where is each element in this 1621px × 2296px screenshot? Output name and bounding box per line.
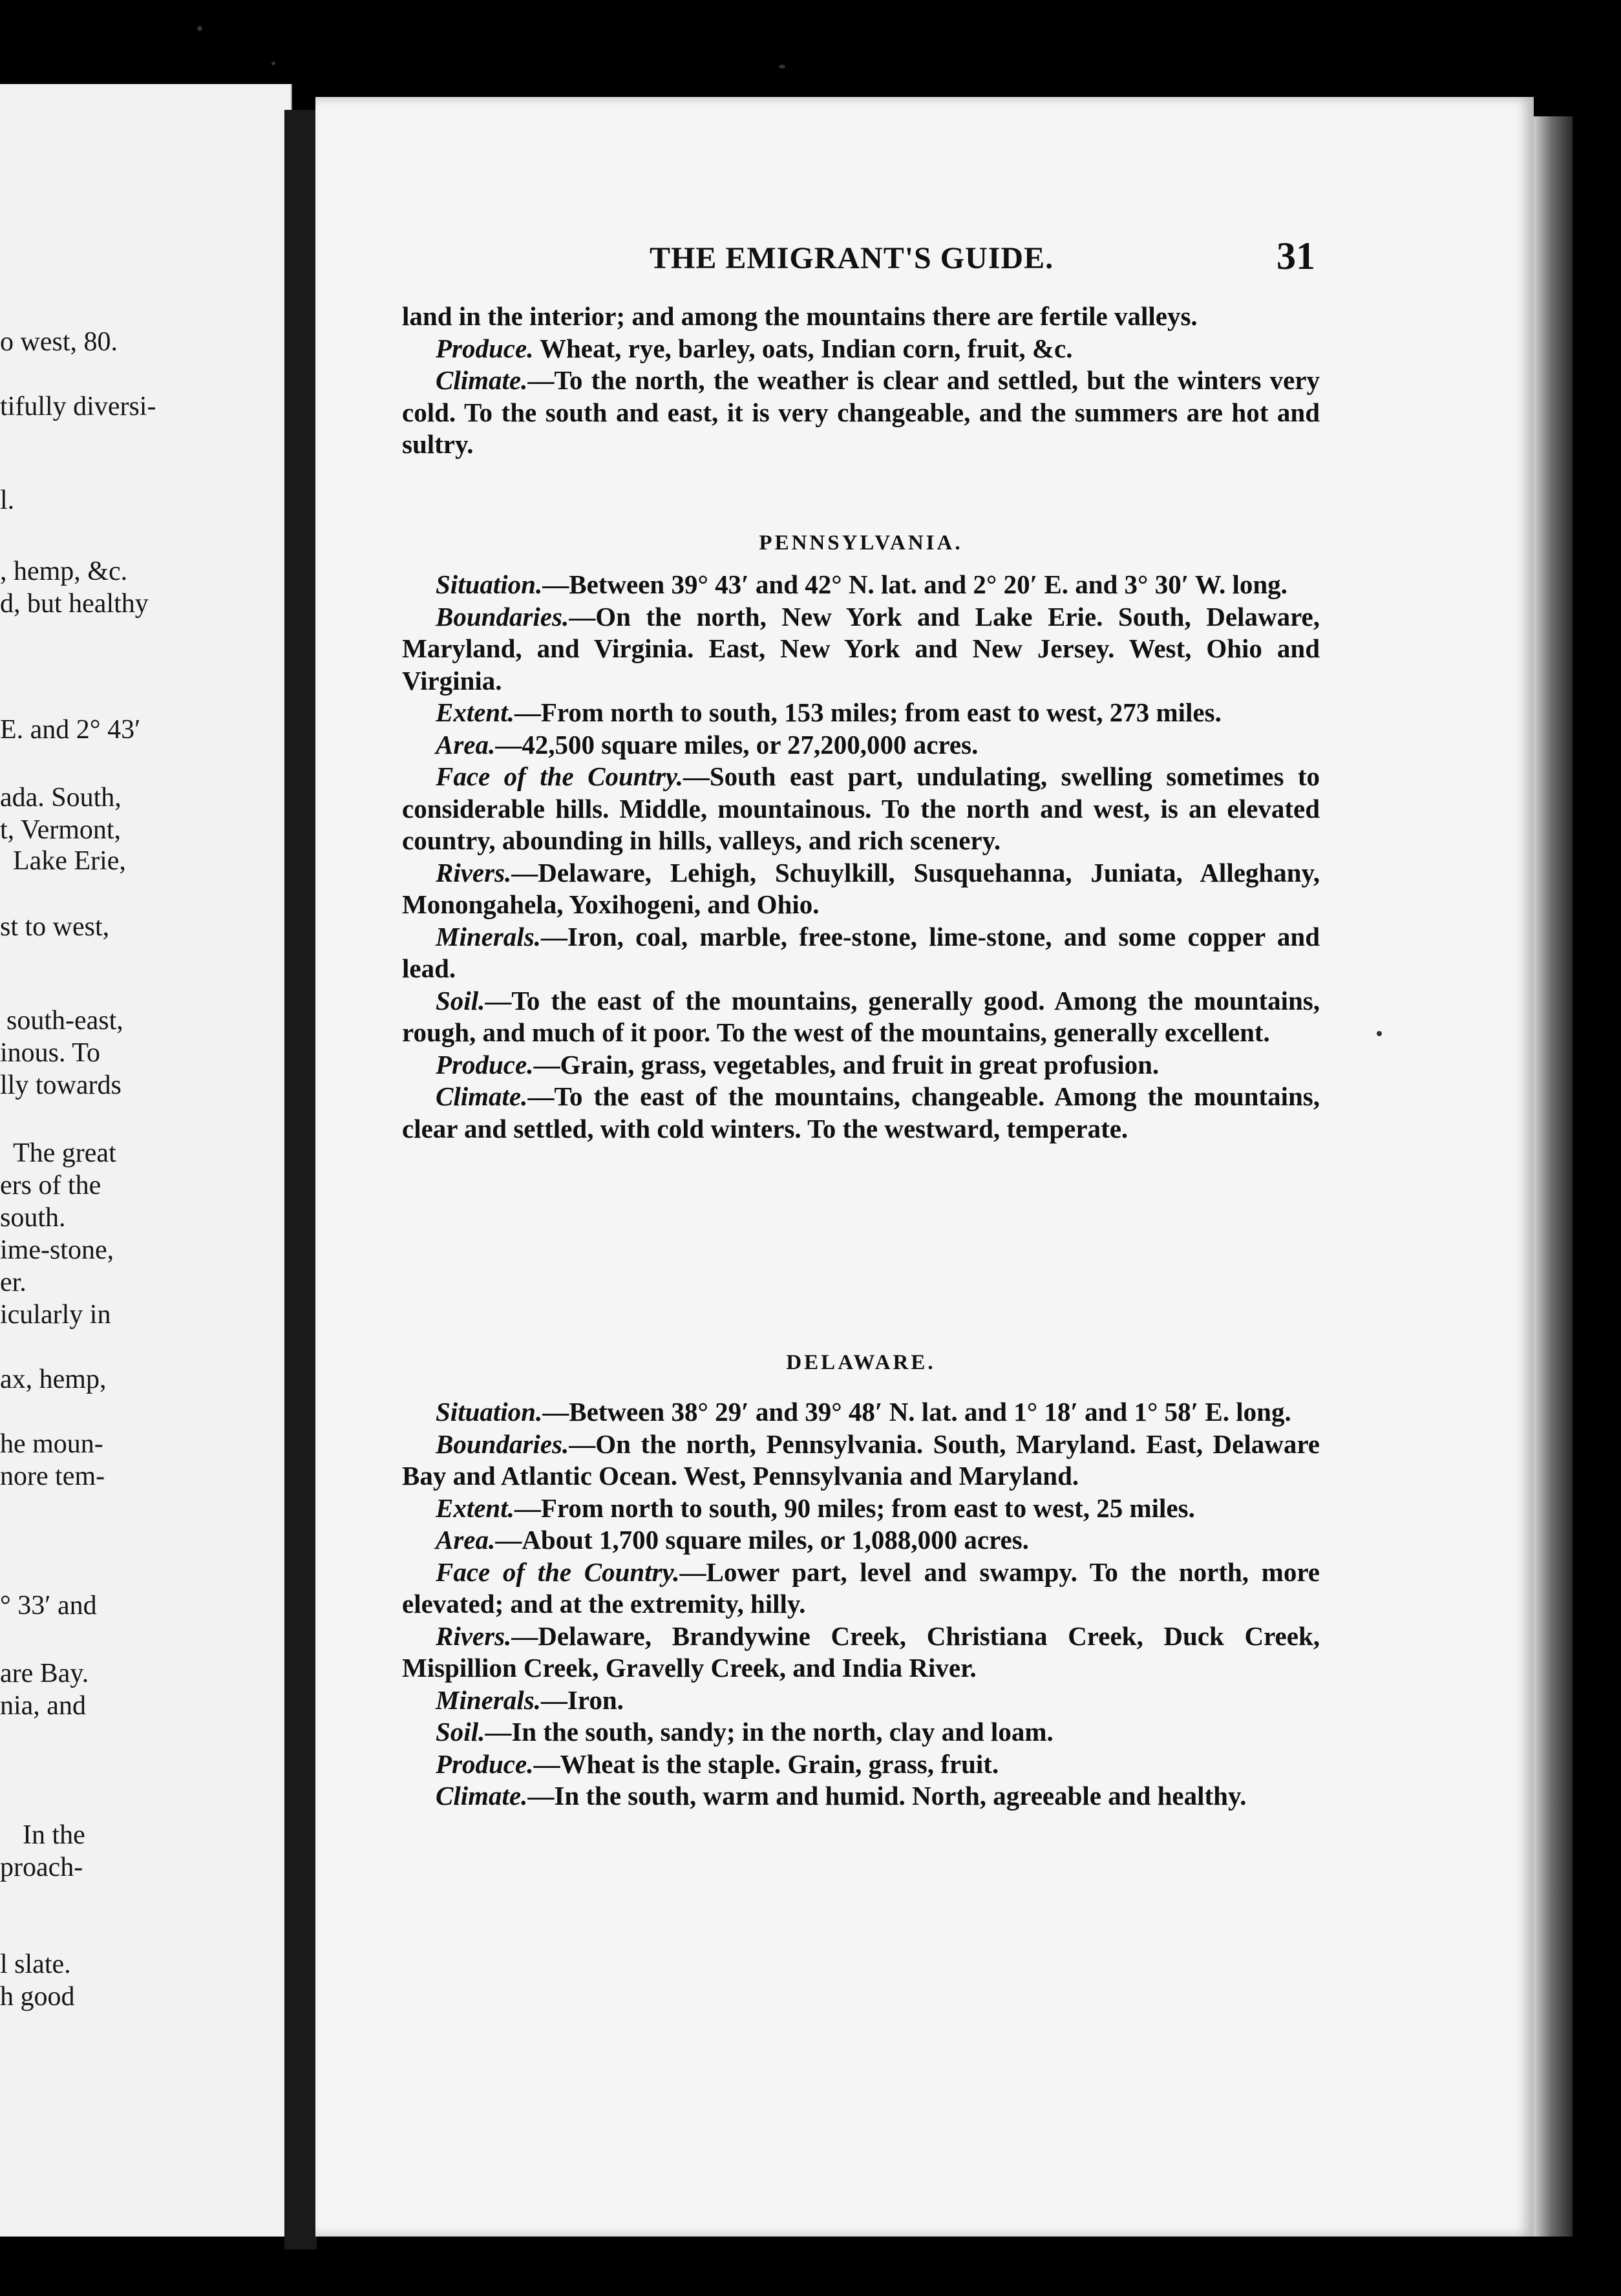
left-fragment: south-east, [6,1006,123,1036]
left-fragment: ers of the [0,1171,101,1200]
left-fragment: ° 33′ and [0,1591,97,1621]
entry-paragraph [402,1621,1320,1685]
delaware-section [402,1396,1320,1812]
entry-term: Situation. [436,1397,543,1427]
entry-text: —In the south, sandy; in the north, clay and loam. [485,1717,1054,1747]
left-fragment: ada. South, [0,783,122,813]
entry-text: —Grain, grass, vegetables, and fruit in great profusion. [533,1049,1160,1079]
entry-paragraph [402,333,1320,365]
entry-text: —Iron. [540,1685,624,1715]
left-fragment: h good [0,1982,75,2012]
entry-paragraph [402,921,1320,985]
entry-text: —To the east of the mountains, changeable. Among the mountains, clear and settled, with cold winters. To the westward, temperate. [402,1081,1320,1143]
scan-speck [197,26,202,31]
entry-text: —In the south, warm and humid. North, agreeable and healthy. [527,1781,1247,1811]
scan-speck [1377,1031,1382,1036]
entry-term: Minerals. [436,1685,541,1715]
left-fragment: nore tem- [0,1462,105,1491]
entry-paragraph [402,985,1320,1049]
entry-paragraph [402,761,1320,857]
left-fragment: ime-stone, [0,1235,114,1265]
left-fragment: lly towards [0,1070,122,1100]
entry-term: Area. [436,729,496,760]
page-number: 31 [1277,235,1315,277]
left-fragment: Lake Erie, [13,846,126,876]
page-edge [1534,116,1573,2237]
entry-paragraph [402,729,1320,761]
left-fragment: he moun- [0,1429,103,1459]
left-fragment: are Bay. [0,1659,89,1688]
entry-text: —Delaware, Lehigh, Schuylkill, Susquehanna, Juniata, Alleghany, Monongahela, Yoxihogeni, and Ohio. [402,857,1320,919]
entry-paragraph [402,1493,1320,1525]
entry-text: —Iron, coal, marble, free-stone, lime-stone, and some copper and lead. [402,921,1320,983]
entry-term: Produce. [436,333,534,363]
entry-term: Face of the Country. [436,1557,680,1587]
left-fragment: l. [0,485,15,515]
left-fragment: d, but healthy [0,589,149,619]
entry-text: —South east part, undulating, swelling sometimes to considerable hills. Middle, mountainous. To the north and west, is an elevated country, abounding in hills, valleys, and rich scenery. [402,761,1320,855]
entry-paragraph [402,1780,1320,1812]
left-fragment: E. and 2° 43′ [0,715,141,745]
entry-text: —From north to south, 90 miles; from east to west, 25 miles. [514,1493,1195,1523]
entry-paragraph [402,1396,1320,1429]
entry-text: —To the north, the weather is clear and settled, but the winters very cold. To the south and east, it is very changeable, and the summers are hot and sultry. [402,365,1320,459]
entry-text: Wheat, rye, barley, oats, Indian corn, fruit, &c. [533,333,1073,363]
left-fragment: , hemp, &c. [0,557,128,586]
entry-paragraph [402,1524,1320,1557]
entry-term: Extent. [436,1493,514,1523]
entry-term: Climate. [436,1781,528,1811]
pennsylvania-section [402,569,1320,1145]
entry-paragraph [402,365,1320,461]
entry-term: Boundaries. [436,1429,569,1459]
section-heading-pennsylvania: PENNSYLVANIA. [759,531,963,555]
scan-speck [271,61,275,65]
entry-term: Boundaries. [436,601,569,632]
entry-paragraph [402,1716,1320,1749]
section-heading-delaware: DELAWARE. [786,1351,936,1374]
left-fragment: t, Vermont, [0,815,122,845]
entry-term: Climate. [436,1081,528,1111]
entry-text: —About 1,700 square miles, or 1,088,000 acres. [495,1525,1029,1555]
left-fragment: st to west, [0,912,110,942]
entry-paragraph [402,857,1320,921]
left-fragment: er. [0,1268,26,1297]
entry-paragraph [402,1049,1320,1081]
entry-term: Soil. [436,985,485,1015]
entry-term: Rivers. [436,1621,512,1651]
entry-term: Climate. [436,365,528,395]
entry-text: —42,500 square miles, or 27,200,000 acres. [495,729,979,760]
entry-paragraph [402,697,1320,729]
left-fragment: south. [0,1203,66,1233]
entry-term: Area. [436,1525,496,1555]
entry-text: —Lower part, level and swampy. To the north, more elevated; and at the extremity, hilly. [402,1557,1320,1619]
left-fragment: In the [23,1820,85,1850]
entry-text: —To the east of the mountains, generally good. Among the mountains, rough, and much of it poor. To the west of the mountains, generally excellent. [402,985,1320,1047]
left-fragment: tifully diversi- [0,392,156,421]
left-fragment: l slate. [0,1950,71,1979]
entry-paragraph [402,1685,1320,1717]
left-fragment: The great [13,1138,116,1168]
entry-term: Soil. [436,1717,485,1747]
entry-text: —On the north, Pennsylvania. South, Maryland. East, Delaware Bay and Atlantic Ocean. West, Pennsylvania and Maryland. [402,1429,1320,1491]
entry-term: Produce. [436,1049,534,1079]
left-fragment: proach- [0,1853,83,1882]
entry-text: —On the north, New York and Lake Erie. South, Delaware, Maryland, and Virginia. East, New York and New Jersey. West, Ohio and Virginia. [402,601,1320,696]
entry-term: Produce. [436,1749,534,1779]
left-fragment: icularly in [0,1300,111,1330]
entry-paragraph [402,569,1320,601]
entry-paragraph [402,1081,1320,1145]
entry-term: Face of the Country. [436,761,683,791]
opening-block [402,301,1320,461]
left-fragment: nia, and [0,1691,86,1721]
continuation-paragraph: land in the interior; and among the mountains there are fertile valleys. [402,301,1198,331]
entry-term: Rivers. [436,857,512,888]
left-fragment: o west, 80. [0,327,118,357]
entry-paragraph [402,1749,1320,1781]
left-fragment: inous. To [0,1038,100,1068]
entry-text: —Between 38° 29′ and 39° 48′ N. lat. and 1° 18′ and 1° 58′ E. long. [542,1397,1291,1427]
book-spine [284,110,317,2249]
entry-paragraph [402,601,1320,697]
entry-term: Minerals. [436,921,541,951]
entry-paragraph [402,1557,1320,1621]
entry-term: Situation. [436,569,543,599]
scan-speck [779,65,785,69]
entry-term: Extent. [436,697,514,727]
left-fragment: ax, hemp, [0,1365,107,1394]
running-header: THE EMIGRANT'S GUIDE. [650,241,1054,275]
entry-text: —Delaware, Brandywine Creek, Christiana Creek, Duck Creek, Mispillion Creek, Gravelly Creek, and India River. [402,1621,1320,1683]
entry-text: —Between 39° 43′ and 42° N. lat. and 2° 20′ E. and 3° 30′ W. long. [542,569,1287,599]
entry-paragraph [402,1429,1320,1493]
entry-text: —From north to south, 153 miles; from east to west, 273 miles. [514,697,1222,727]
entry-text: —Wheat is the staple. Grain, grass, fruit. [533,1749,999,1779]
